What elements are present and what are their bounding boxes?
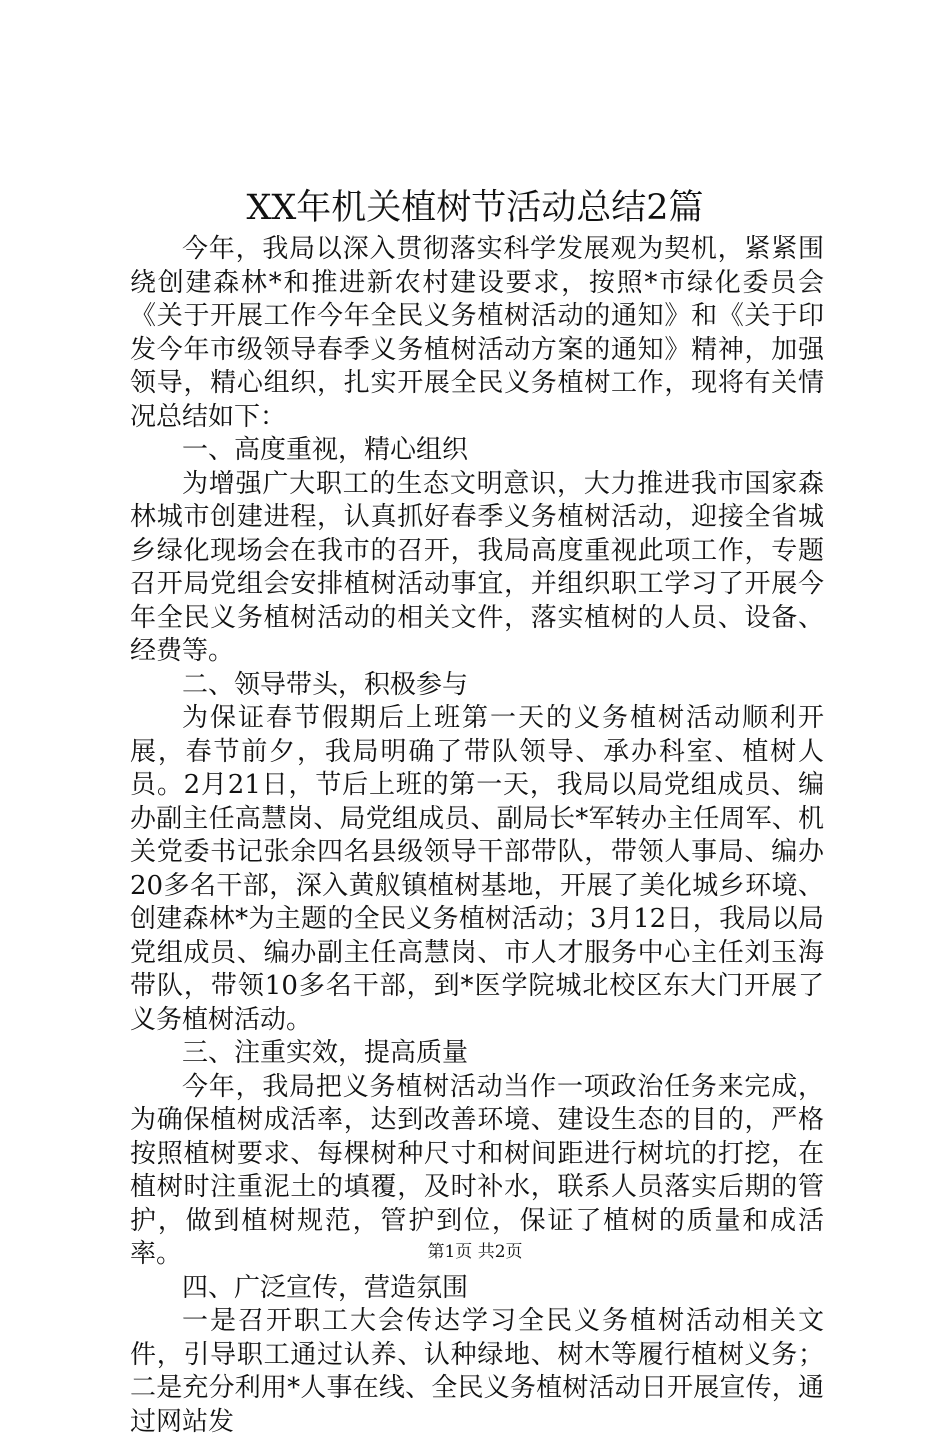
page-footer — [0, 1240, 950, 1264]
paragraph-section-1: 为增强广大职工的生态文明意识，大力推进我市国家森林城市创建进程，认真抓好春季义务植树活动，迎接全省城乡绿化现场会在我市的召开，我局高度重视此项工作，专题召开局党组会安排植树活动事宜，并组织职工学习了开展今年全民义务植树活动的相关文件，落实植树的人员、设备、经费等。 — [130, 468, 824, 666]
section-heading-3: 三、注重实效，提高质量 — [182, 1038, 469, 1068]
page-number: 第1页 — [427, 1242, 473, 1262]
document-title: XX年机关植树节活动总结2篇 — [246, 188, 704, 228]
paragraph-section-2: 为保证春节假期后上班第一天的义务植树活动顺利开展，春节前夕，我局明确了带队领导、承办科室、植树人员。2月21日，节后上班的第一天，我局以局党组成员、编办副主任高慧岗、局党组成员、副局长*军转办主任周军、机关党委书记张余四名县级领导干部带队，带领人事局、编办20多名干部，深入黄舣镇植树基地，开展了美化城乡环境、创建森林*为主题的全民义务植树活动；3月12日，我局以局党组成员、编办副主任高慧岗、市人才服务中心主任刘玉海带队，带领10多名干部，到*医学院城北校区东大门开展了义务植树活动。 — [130, 703, 824, 1035]
page-total: 共2页 — [477, 1242, 523, 1262]
section-heading-4: 四、广泛宣传，营造氛围 — [182, 1272, 469, 1303]
paragraph-section-4: 一是召开职工大会传达学习全民义务植树活动相关文件，引导职工通过认养、认种绿地、树木等履行植树义务；二是充分利用*人事在线、全民义务植树活动日开展宣传，通过网站发 — [130, 1306, 824, 1437]
section-heading-2: 二、领导带头，积极参与 — [182, 669, 469, 700]
paragraph-section-3: 今年，我局把义务植树活动当作一项政治任务来完成，为确保植树成活率，达到改善环境、建设生态的目的，严格按照植树要求、每棵树种尺寸和树间距进行树坑的打挖，在植树时注重泥土的填覆，及时补水，联系人员落实后期的管护，做到植树规范，管护到位，保证了植树的质量和成活率。 — [130, 1071, 824, 1269]
paragraph-intro: 今年，我局以深入贯彻落实科学发展观为契机，紧紧围绕创建森林*和推进新农村建设要求，按照*市绿化委员会《关于开展工作今年全民义务植树活动的通知》和《关于印发今年市级领导春季义务植树活动方案的通知》精神，加强领导，精心组织，扎实开展全民义务植树工作，现将有关情况总结如下： — [130, 234, 824, 432]
section-heading-1: 一、高度重视，精心组织 — [182, 435, 469, 465]
